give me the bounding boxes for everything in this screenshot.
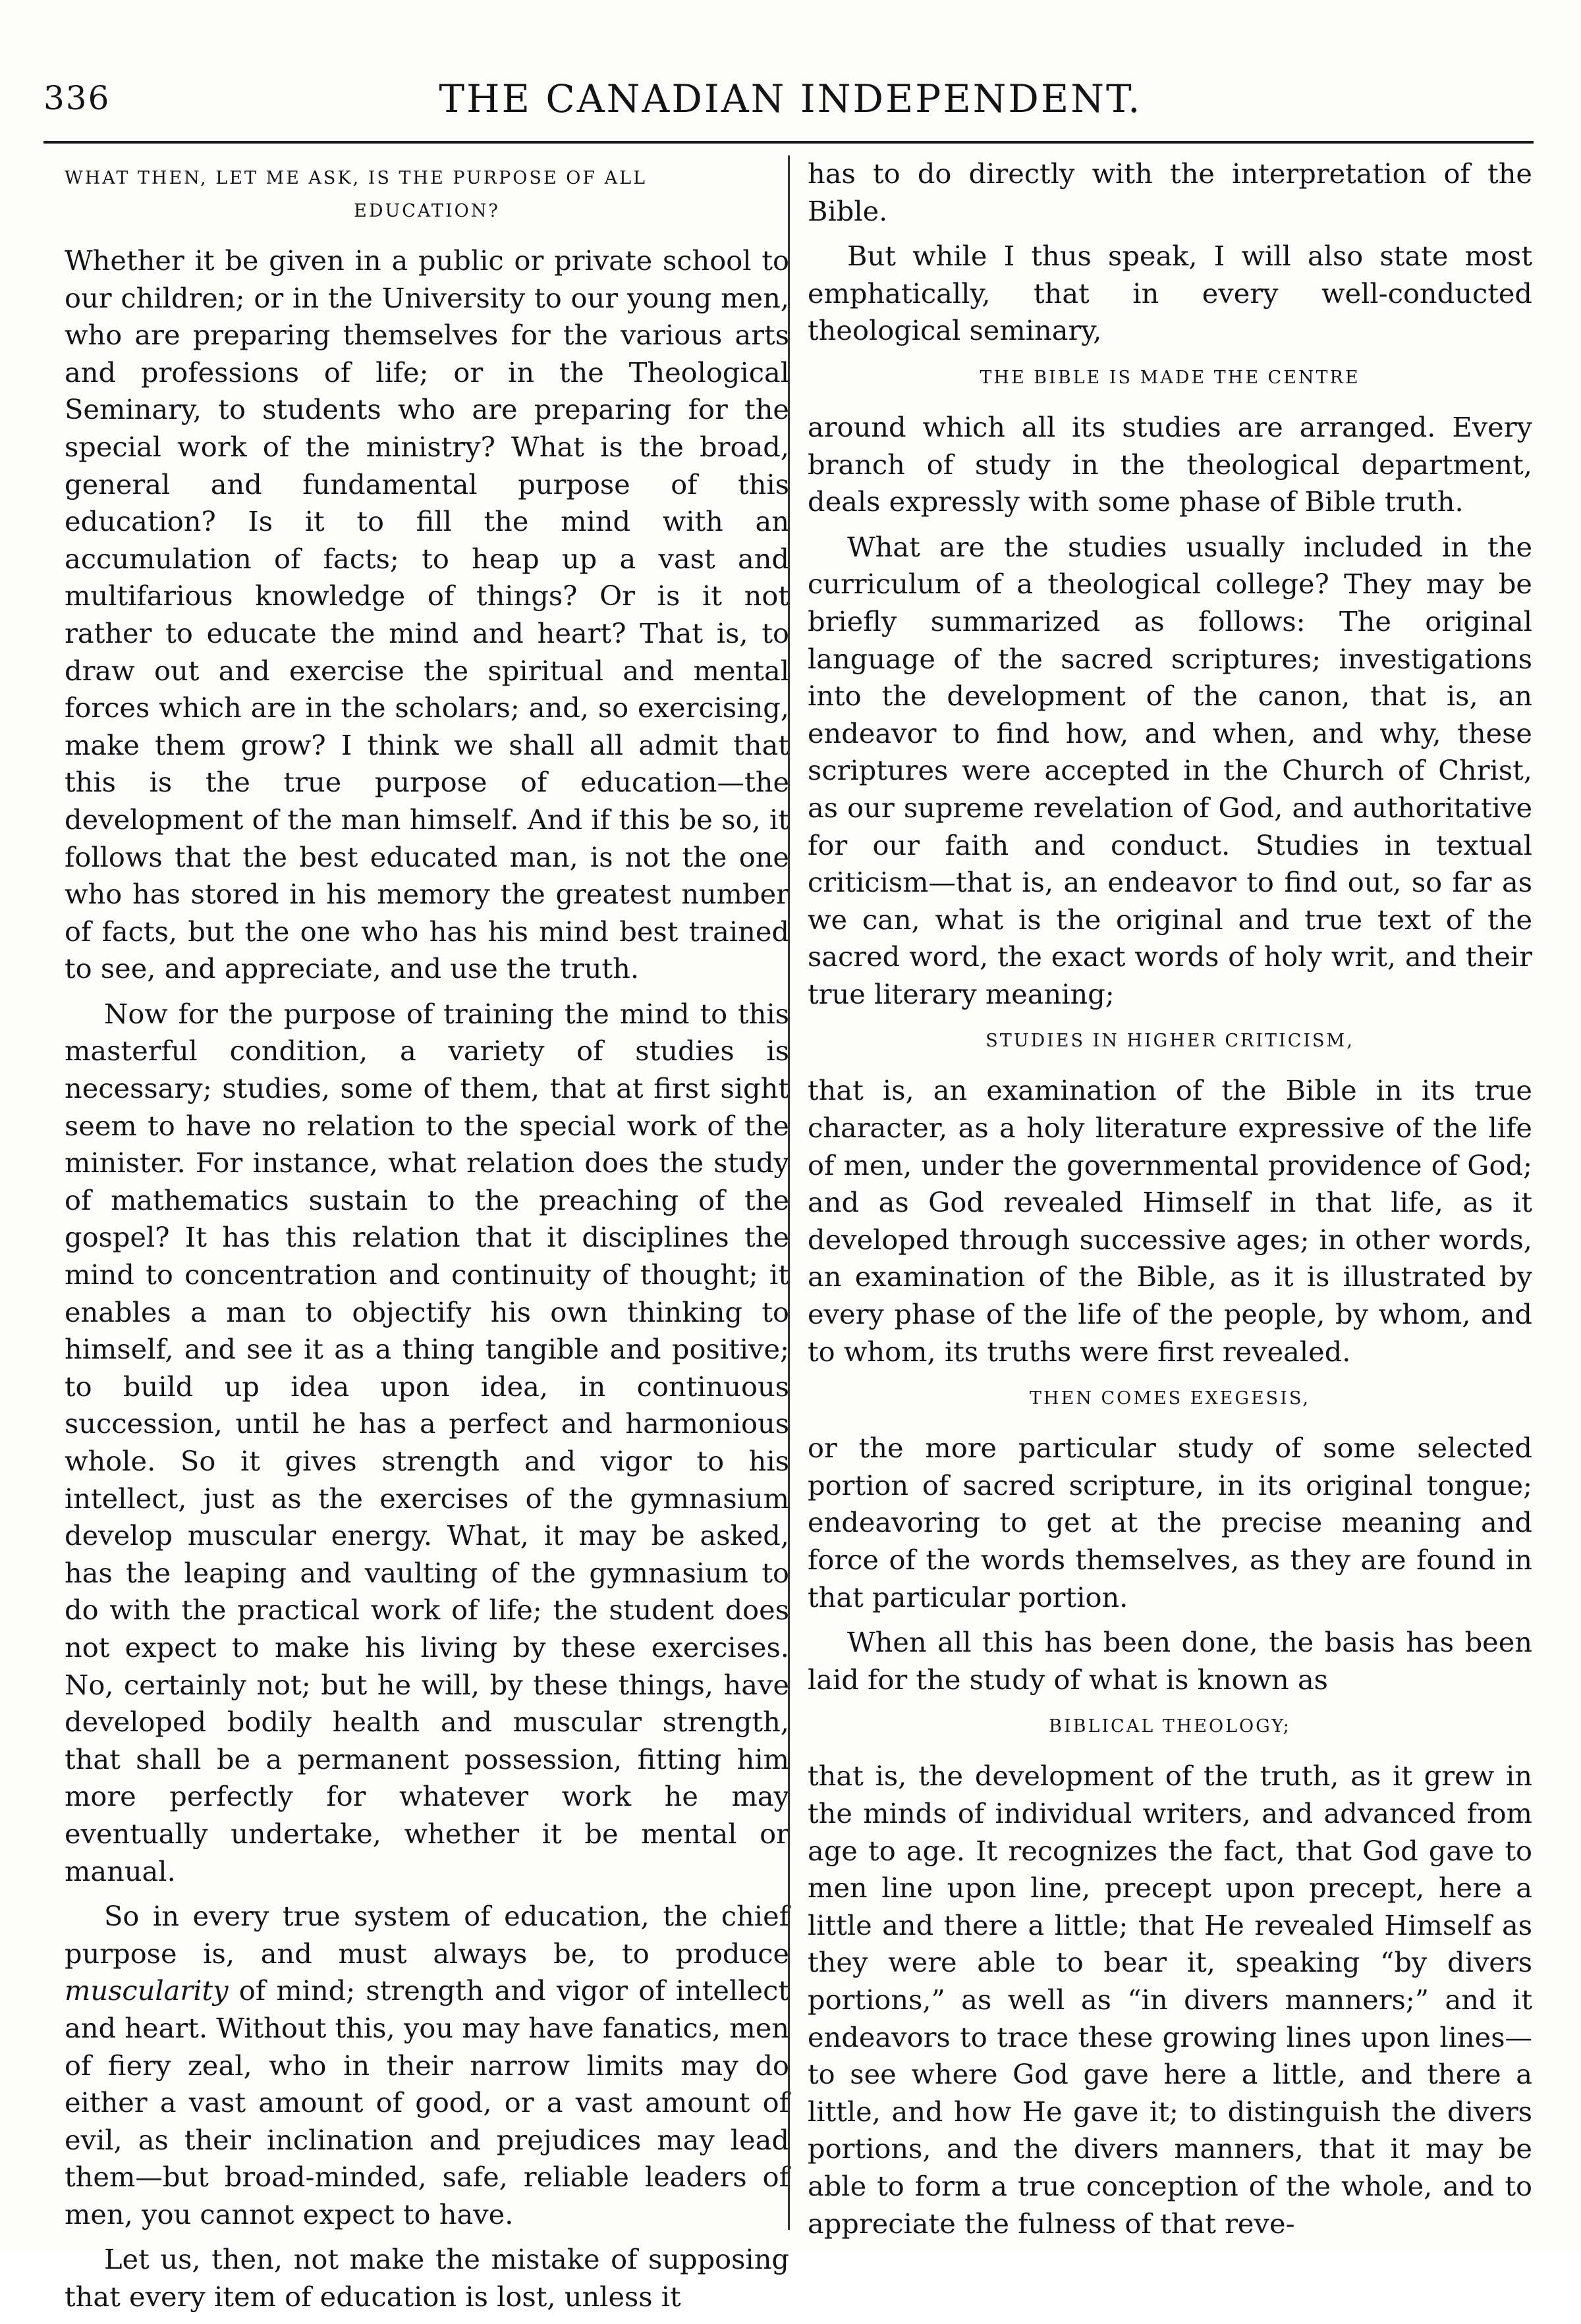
paragraph: What are the studies usually included in the curriculum of a theological college? They may be briefly summarized as follows: The original language of the sacred scriptures; investigations into the development of the canon, that is, an endeavor to find how, and when, and why, these scriptures were accepted in the Church of Christ, as our supreme revelation of God, and authoritative for our faith and conduct. Studies in textual criticism—that is, an endeavor to find out, so far as we can, what is the original and true text of the sacred word, the exact words of holy writ, and their true literary meaning; bbox=[808, 530, 1532, 1010]
paragraph: or the more particular study of some selected portion of sacred scripture, in its original tongue; endeavoring to get at the precise meaning and force of the words themselves, as they are found in that particular portion. bbox=[808, 1432, 1532, 1613]
paragraph bbox=[65, 1898, 789, 2233]
section-heading-exegesis: THEN COMES EXEGESIS, bbox=[1030, 1388, 1310, 1409]
page-number: 336 bbox=[43, 79, 111, 117]
paragraph-text: of mind; strength and vigor of intellect and heart. Without this, you may have fanatics, men of fiery zeal, who in their narrow limits may do either a vast amount of good, or a vast amount of evil, as their inclination and prejudices may lead them—but broad-minded, safe, reliable leaders of men, you cannot expect to have. bbox=[65, 1974, 789, 2230]
section-heading-bible-centre: THE BIBLE IS MADE THE CENTRE bbox=[980, 367, 1360, 388]
paragraph: that is, the development of the truth, as it grew in the minds of individual writers, and advanced from age to age. It recognizes the fact, that God gave to men line upon line, precept upon precept, here a little and there a little; that He revealed Himself as they were able to bear it, speaking “by divers portions,” as well as “in divers manners;” and it endeavors to trace these growing lines upon lines—to see where God gave here a little, and there a little, and how He gave it; to distinguish the divers portions, and the divers manners, that it may be able to form a true conception of the whole, and to appreciate the fulness of that reve- bbox=[808, 1760, 1532, 2240]
paragraph: around which all its studies are arranged. Every branch of study in the theological department, deals expressly with some phase of Bible truth. bbox=[808, 410, 1532, 518]
paragraph: Now for the purpose of training the mind to this masterful condition, a variety of studies is necessary; studies, some of them, that at first sight seem to have no relation to the special work of the minister. For instance, what relation does the study of mathematics sustain to the preaching of the gospel? It has this relation that it disciplines the mind to concentration and continuity of thought; it enables a man to objectify his own thinking to himself, and see it as a thing tangible and positive; to build up idea upon idea, in continuous succession, until he has a perfect and harmonious whole. So it gives strength and vigor to his intellect, just as the exercises of the gymnasium develop muscular energy. What, it may be asked, has the leaping and vaulting of the gymnasium to do with the practical work of life; the student does not expect to make his living by these exercises. No, certainly not; but he will, by these things, have developed bodily health and muscular strength, that shall be a permanent possession, fitting him more perfectly for whatever work he may eventually undertake, whether it be mental or manual. bbox=[65, 997, 789, 1887]
paragraph: has to do directly with the interpretation of the Bible. bbox=[808, 157, 1532, 227]
paragraph: When all this has been done, the basis has been laid for the study of what is known as bbox=[808, 1626, 1532, 1696]
section-heading-line2: EDUCATION? bbox=[354, 201, 500, 221]
section-heading-higher-criticism: STUDIES IN HIGHER CRITICISM, bbox=[985, 1031, 1354, 1052]
emphasis-text: muscularity bbox=[65, 1974, 229, 2007]
section-heading-line1: WHAT THEN, LET ME ASK, IS THE PURPOSE OF ALL bbox=[65, 168, 648, 188]
section-heading-biblical-theology: BIBLICAL THEOLOGY; bbox=[1049, 1716, 1291, 1737]
paragraph: that is, an examination of the Bible in its true character, as a holy literature expressive of the life of men, under the governmental providence of God; and as God revealed Himself in that life, as it developed through successive ages; in other words, an examination of the Bible, as it is illustrated by every phase of the life of the people, by whom, and to whom, its truths were first revealed. bbox=[808, 1074, 1532, 1368]
paragraph-text: So in every true system of education, the chief purpose is, and must always be, to produce bbox=[65, 1900, 789, 1970]
header-rule bbox=[43, 141, 1534, 144]
paragraph: But while I thus speak, I will also state most emphatically, that in every well-conducted theological seminary, bbox=[808, 240, 1532, 347]
column-divider bbox=[788, 155, 790, 2230]
right-column bbox=[808, 155, 1532, 2250]
section-heading-purpose bbox=[65, 162, 789, 228]
paragraph: Whether it be given in a public or private school to our children; or in the University to our young men, who are preparing themselves for the various arts and professions of life; or in the Theological Seminary, to students who are preparing for the special work of the ministry? What is the broad, general and fundamental purpose of this education? Is it to fill the mind with an accumulation of facts; to heap up a vast and multifarious knowledge of things? Or is it not rather to educate the mind and heart? That is, to draw out and exercise the spiritual and mental forces which are in the scholars; and, so exercising, make them grow? I think we shall all admit that this is the true purpose of education—the development of the man himself. And if this be so, it follows that the best educated man, is not the one who has stored in his memory the greatest number of facts, but the one who has his mind best trained to see, and appreciate, and use the truth. bbox=[65, 244, 789, 985]
paragraph: Let us, then, not make the mistake of supposing that every item of education is lost, unless it bbox=[65, 2243, 789, 2313]
left-column bbox=[65, 155, 789, 2324]
running-title: THE CANADIAN INDEPENDENT. bbox=[439, 76, 1142, 121]
